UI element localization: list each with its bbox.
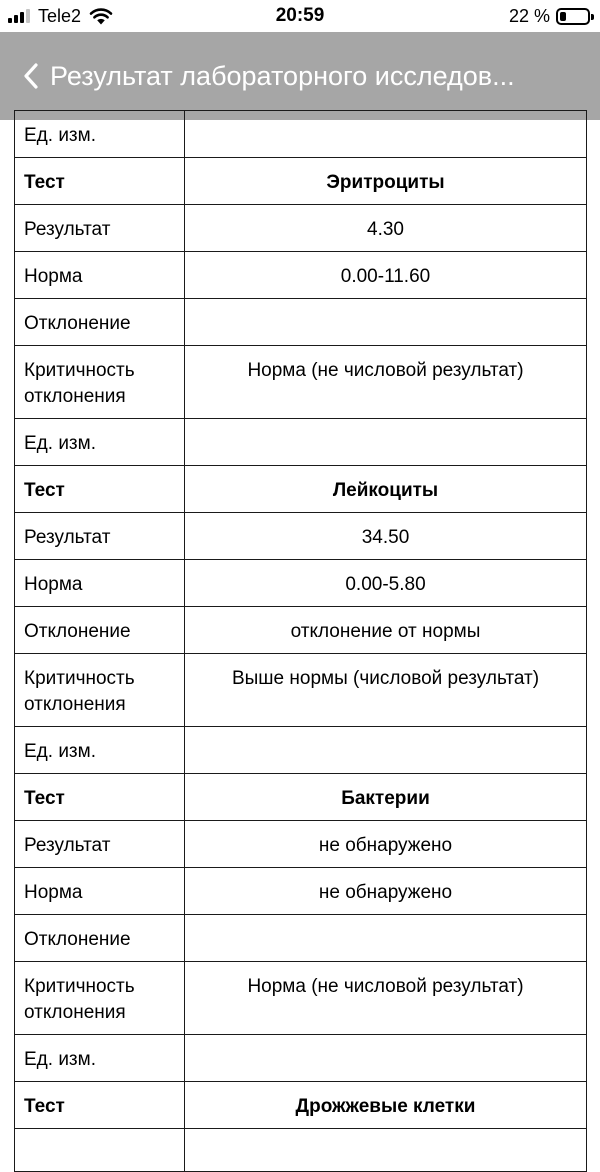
table-row-test bbox=[15, 158, 587, 205]
result-value: 34.50 bbox=[185, 513, 587, 560]
row-label-result: Результат bbox=[15, 513, 185, 560]
test-name: Лейкоциты bbox=[185, 466, 587, 513]
row-label-norm: Норма bbox=[15, 868, 185, 915]
table-row-test bbox=[15, 1082, 587, 1129]
row-label-test: Тест bbox=[15, 774, 185, 821]
row-label-result: Результат bbox=[15, 821, 185, 868]
row-label-test: Тест bbox=[15, 1082, 185, 1129]
result-value: не обнаружено bbox=[185, 821, 587, 868]
battery-icon bbox=[556, 8, 590, 25]
deviation-value bbox=[185, 299, 587, 346]
back-button[interactable] bbox=[0, 46, 515, 106]
result-value bbox=[185, 1129, 587, 1172]
test-name: Дрожжевые клетки bbox=[185, 1082, 587, 1129]
battery-cap bbox=[591, 14, 594, 20]
row-label-criticality: Критичность отклонения bbox=[15, 654, 185, 727]
battery-level bbox=[560, 12, 566, 21]
row-label-test: Тест bbox=[15, 466, 185, 513]
table-row bbox=[15, 205, 587, 252]
table-row bbox=[15, 868, 587, 915]
row-label-result: Результат bbox=[15, 205, 185, 252]
deviation-value bbox=[185, 915, 587, 962]
row-label-deviation: Отклонение bbox=[15, 299, 185, 346]
table-row-test bbox=[15, 466, 587, 513]
table-row bbox=[15, 1129, 587, 1172]
page-title: Результат лабораторного исследов... bbox=[50, 60, 515, 91]
norm-value: 0.00-11.60 bbox=[185, 252, 587, 299]
norm-value: не обнаружено bbox=[185, 868, 587, 915]
unit-value bbox=[185, 1035, 587, 1082]
row-value-unit bbox=[185, 111, 587, 158]
table-row bbox=[15, 654, 587, 727]
table-row bbox=[15, 727, 587, 774]
table-row bbox=[15, 299, 587, 346]
row-label-deviation: Отклонение bbox=[15, 915, 185, 962]
table-row bbox=[15, 607, 587, 654]
results-scroll-area[interactable] bbox=[0, 120, 600, 1117]
row-label-norm: Норма bbox=[15, 560, 185, 607]
table-row bbox=[15, 513, 587, 560]
status-bar bbox=[0, 0, 600, 32]
table-row bbox=[15, 962, 587, 1035]
criticality-value: Выше нормы (числовой результат) bbox=[185, 654, 587, 727]
table-row bbox=[15, 821, 587, 868]
test-name: Бактерии bbox=[185, 774, 587, 821]
battery-percent: 22 % bbox=[508, 5, 550, 26]
table-row bbox=[15, 1035, 587, 1082]
unit-value bbox=[185, 419, 587, 466]
table-row-test bbox=[15, 774, 587, 821]
table-row bbox=[15, 346, 587, 419]
test-name: Эритроциты bbox=[185, 158, 587, 205]
criticality-value: Норма (не числовой результат) bbox=[185, 962, 587, 1035]
deviation-value: отклонение от нормы bbox=[185, 607, 587, 654]
row-label-criticality: Критичность отклонения bbox=[15, 962, 185, 1035]
results-table bbox=[14, 110, 587, 1172]
table-row bbox=[15, 915, 587, 962]
result-value: 4.30 bbox=[185, 205, 587, 252]
row-label-unit: Ед. изм. bbox=[15, 419, 185, 466]
row-label-result bbox=[15, 1129, 185, 1172]
row-label-norm: Норма bbox=[15, 252, 185, 299]
status-right bbox=[509, 5, 590, 27]
navigation-bar bbox=[0, 32, 600, 120]
row-label-deviation: Отклонение bbox=[15, 607, 185, 654]
table-row bbox=[15, 560, 587, 607]
table-row bbox=[15, 252, 587, 299]
clock: 20:59 bbox=[275, 5, 325, 26]
row-label-criticality: Критичность отклонения bbox=[15, 346, 185, 419]
table-row bbox=[15, 419, 587, 466]
row-label-test: Тест bbox=[15, 158, 185, 205]
chevron-left-icon bbox=[22, 62, 40, 90]
carrier-name: Tele2 bbox=[38, 5, 82, 26]
row-label-unit: Ед. изм. bbox=[15, 727, 185, 774]
norm-value: 0.00-5.80 bbox=[185, 560, 587, 607]
unit-value bbox=[185, 727, 587, 774]
row-label-unit: Ед. изм. bbox=[15, 1035, 185, 1082]
row-label-unit: Ед. изм. bbox=[15, 111, 185, 158]
table-row bbox=[15, 111, 587, 158]
criticality-value: Норма (не числовой результат) bbox=[185, 346, 587, 419]
